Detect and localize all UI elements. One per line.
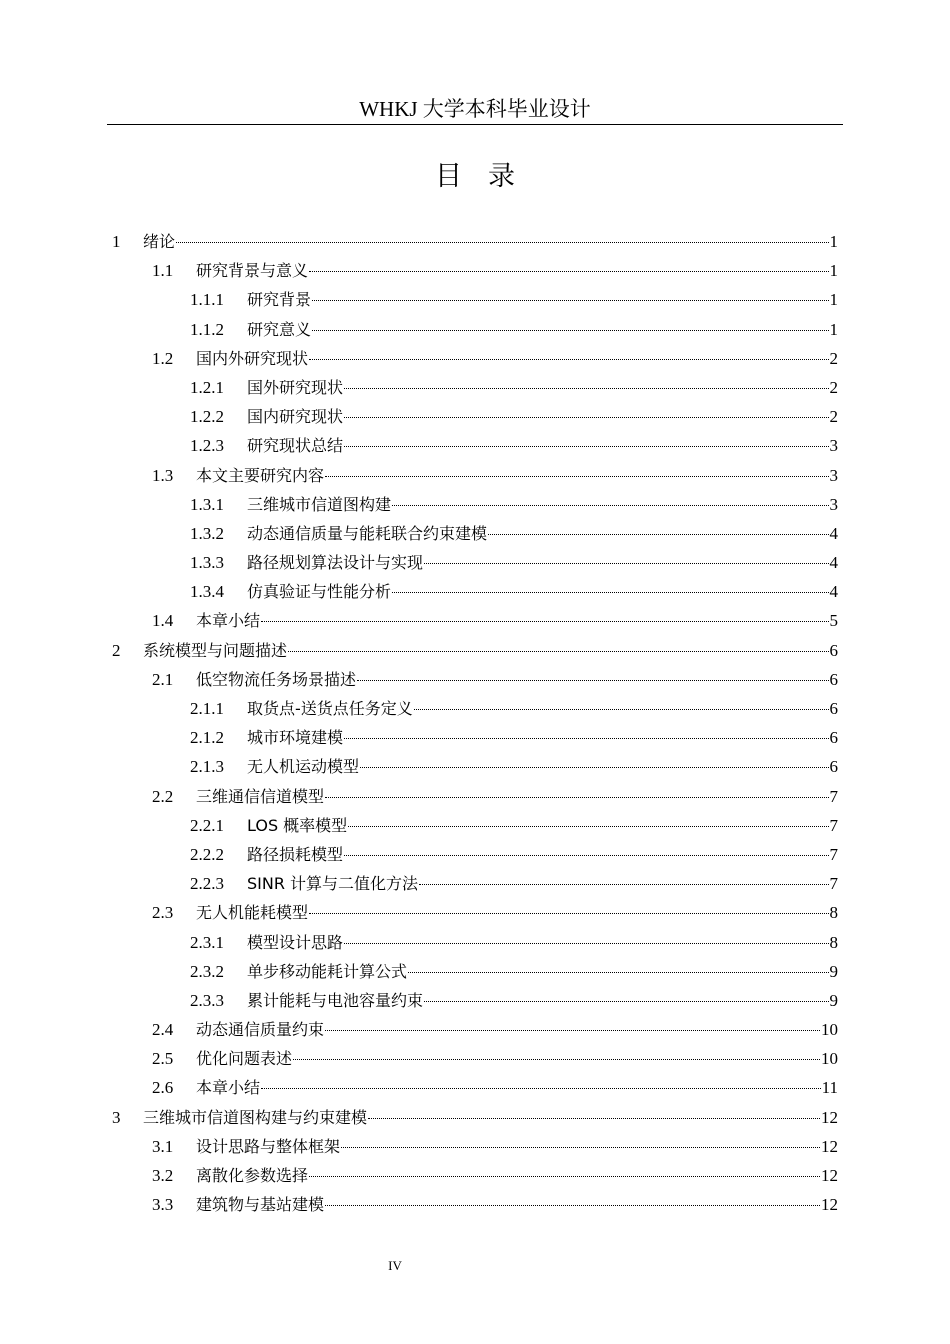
toc-dot-leader — [312, 330, 828, 331]
toc-entry[interactable] — [112, 317, 838, 346]
toc-entry-title: 动态通信质量与能耗联合约束建模 — [247, 523, 488, 543]
toc-dot-leader — [419, 884, 828, 885]
toc-entry[interactable] — [112, 988, 838, 1017]
toc-entry-number: 2.2.3 — [190, 874, 224, 894]
toc-dot-leader — [309, 359, 828, 360]
toc-entry-page: 9 — [829, 961, 838, 981]
toc-entry[interactable] — [112, 287, 838, 316]
toc-dot-leader — [309, 913, 828, 914]
toc-entry-title: 研究现状总结 — [247, 436, 344, 456]
toc-dot-leader — [261, 621, 828, 622]
toc-title: 目录 — [435, 161, 541, 192]
toc-entry-page: 6 — [829, 640, 838, 660]
toc-entry-number: 2.1.1 — [190, 699, 224, 718]
toc-entry-title: 国外研究现状 — [247, 377, 344, 397]
toc-entry-title: 无人机能耗模型 — [196, 903, 309, 923]
toc-entry-title: 动态通信质量约束 — [196, 1020, 325, 1040]
toc-entry-number: 3.2 — [152, 1166, 174, 1185]
toc-entry-title: 设计思路与整体框架 — [196, 1136, 341, 1156]
toc-dot-leader — [344, 446, 828, 447]
toc-entry-number: 1.2.2 — [190, 407, 224, 427]
toc-entry-page: 11 — [821, 1078, 838, 1098]
toc-entry-title: 三维城市信道图构建 — [247, 494, 392, 514]
toc-entry-page: 12 — [821, 1195, 838, 1215]
toc-dot-leader — [341, 1147, 820, 1148]
toc-entry-page: 7 — [829, 844, 838, 864]
toc-entry[interactable] — [112, 375, 838, 404]
toc-entry-page: 6 — [829, 669, 838, 689]
page-number: IV — [388, 1258, 402, 1273]
toc-entry-page: 2 — [829, 407, 838, 427]
toc-entry[interactable] — [112, 579, 838, 608]
toc-entry-page: 3 — [829, 465, 838, 485]
toc-dot-leader — [348, 826, 828, 827]
toc-entry[interactable] — [112, 521, 838, 550]
toc-dot-leader — [176, 242, 828, 243]
toc-entry[interactable] — [112, 959, 838, 988]
header-rule — [107, 124, 843, 125]
toc-entry[interactable] — [112, 1192, 838, 1221]
toc-dot-leader — [424, 563, 828, 564]
toc-list — [112, 229, 838, 1221]
toc-entry-number: 2.3.1 — [190, 932, 224, 952]
toc-entry-number: 3.1 — [152, 1136, 174, 1156]
toc-entry-page: 3 — [829, 436, 838, 456]
toc-entry-page: 1 — [829, 261, 838, 281]
toc-entry-page: 10 — [821, 1049, 838, 1069]
toc-entry[interactable] — [112, 667, 838, 696]
toc-entry-title: 研究背景与意义 — [196, 261, 309, 281]
toc-entry[interactable] — [112, 433, 838, 462]
toc-entry-number: 3.3 — [152, 1195, 174, 1215]
toc-entry-number: 2.6 — [152, 1078, 174, 1098]
toc-entry-page: 1 — [829, 290, 838, 310]
toc-entry-page: 4 — [829, 553, 838, 573]
toc-dot-leader — [392, 592, 828, 593]
toc-dot-leader — [312, 300, 828, 301]
toc-dot-leader — [309, 271, 828, 272]
toc-entry-number: 1.3.3 — [190, 553, 224, 573]
toc-entry[interactable] — [112, 608, 838, 637]
toc-entry-number: 2 — [112, 640, 121, 660]
toc-entry-title: SINR 计算与二值化方法 — [247, 874, 419, 894]
toc-entry-number: 1 — [112, 232, 121, 251]
toc-dot-leader — [408, 972, 828, 973]
toc-dot-leader — [414, 709, 829, 710]
toc-entry-page: 2 — [829, 348, 838, 368]
toc-entry[interactable] — [112, 842, 838, 871]
toc-entry-page: 6 — [829, 757, 838, 777]
toc-dot-leader — [344, 943, 828, 944]
toc-entry-title: 国内外研究现状 — [196, 348, 309, 368]
toc-dot-leader — [309, 1176, 820, 1177]
toc-entry-title: 模型设计思路 — [247, 932, 344, 952]
toc-entry[interactable] — [112, 346, 838, 375]
toc-entry[interactable] — [112, 754, 838, 783]
toc-entry-page: 4 — [829, 523, 838, 543]
toc-entry-number: 2.2.2 — [190, 844, 224, 864]
toc-entry[interactable] — [112, 258, 838, 287]
page-header-title: WHKJ 大学本科毕业设计 — [359, 97, 591, 121]
toc-entry-title: 系统模型与问题描述 — [143, 640, 288, 660]
toc-entry-title: 累计能耗与电池容量约束 — [247, 990, 424, 1010]
toc-entry-title: 研究意义 — [247, 319, 312, 339]
toc-entry-page: 8 — [829, 932, 838, 952]
toc-entry-number: 2.1 — [152, 669, 174, 689]
toc-entry-title: 本章小结 — [196, 1078, 261, 1098]
toc-entry-page: 1 — [829, 319, 838, 339]
toc-entry-number: 1.1.2 — [190, 319, 224, 339]
toc-entry-page: 3 — [829, 494, 838, 514]
toc-entry-title: 本文主要研究内容 — [196, 465, 325, 485]
toc-dot-leader — [288, 651, 828, 652]
toc-entry-title: 低空物流任务场景描述 — [196, 669, 357, 689]
toc-entry-number: 1.3 — [152, 465, 174, 485]
toc-dot-leader — [344, 855, 828, 856]
toc-entry-page: 7 — [829, 815, 838, 835]
toc-entry-number: 2.1.2 — [190, 728, 224, 748]
toc-entry-title: 城市环境建模 — [247, 728, 344, 748]
toc-entry-number: 2.3 — [152, 903, 174, 923]
toc-entry[interactable] — [112, 638, 838, 667]
toc-dot-leader — [325, 797, 828, 798]
toc-entry-title: 取货点-送货点任务定义 — [247, 699, 413, 718]
toc-dot-leader — [325, 476, 828, 477]
toc-entry-number: 1.2.3 — [190, 436, 224, 456]
toc-entry[interactable] — [112, 725, 838, 754]
toc-dot-leader — [368, 1118, 820, 1119]
toc-entry-page: 10 — [821, 1020, 838, 1040]
toc-entry-title: 优化问题表述 — [196, 1049, 293, 1069]
toc-entry[interactable] — [112, 1163, 838, 1192]
toc-entry-number: 1.1 — [152, 261, 174, 281]
toc-entry[interactable] — [112, 404, 838, 433]
toc-entry-title: LOS 概率模型 — [247, 815, 348, 835]
toc-entry-page: 6 — [829, 699, 838, 718]
toc-dot-leader — [488, 534, 828, 535]
toc-dot-leader — [357, 680, 828, 681]
toc-entry-title: 单步移动能耗计算公式 — [247, 961, 408, 981]
toc-entry-page: 12 — [821, 1166, 838, 1185]
toc-entry-title: 离散化参数选择 — [196, 1166, 309, 1185]
toc-entry[interactable] — [112, 550, 838, 579]
toc-dot-leader — [261, 1088, 821, 1089]
toc-entry-number: 2.2.1 — [190, 815, 224, 835]
toc-entry-page: 6 — [829, 728, 838, 748]
toc-dot-leader — [344, 738, 828, 739]
toc-dot-leader — [360, 767, 828, 768]
toc-entry-page: 7 — [829, 874, 838, 894]
toc-entry-title: 三维通信信道模型 — [196, 786, 325, 806]
toc-entry-number: 1.2 — [152, 348, 174, 368]
toc-entry[interactable] — [112, 900, 838, 929]
toc-dot-leader — [344, 417, 828, 418]
toc-entry-number: 1.1.1 — [190, 290, 224, 310]
toc-entry-title: 无人机运动模型 — [247, 757, 360, 777]
toc-entry-title: 国内研究现状 — [247, 407, 344, 427]
toc-entry-number: 2.1.3 — [190, 757, 224, 777]
toc-entry-number: 2.4 — [152, 1020, 174, 1040]
toc-dot-leader — [293, 1059, 820, 1060]
toc-entry[interactable] — [112, 696, 838, 725]
toc-dot-leader — [344, 388, 828, 389]
toc-entry-number: 2.2 — [152, 786, 174, 806]
toc-entry-title: 绪论 — [143, 232, 176, 251]
toc-entry-page: 4 — [829, 582, 838, 602]
toc-dot-leader — [325, 1205, 820, 1206]
toc-entry-page: 9 — [829, 990, 838, 1010]
toc-entry-title: 本章小结 — [196, 611, 261, 631]
toc-entry-title: 仿真验证与性能分析 — [247, 582, 392, 602]
toc-entry-number: 2.3.2 — [190, 961, 224, 981]
toc-entry-title: 路径规划算法设计与实现 — [247, 553, 424, 573]
toc-entry[interactable] — [112, 1075, 838, 1104]
toc-entry[interactable] — [112, 1017, 838, 1046]
toc-entry-number: 1.3.4 — [190, 582, 224, 602]
toc-entry-title: 研究背景 — [247, 290, 312, 310]
toc-entry-title: 建筑物与基站建模 — [196, 1195, 325, 1215]
toc-entry[interactable] — [112, 492, 838, 521]
toc-entry-page: 12 — [821, 1107, 838, 1127]
toc-dot-leader — [392, 505, 828, 506]
toc-entry[interactable] — [112, 784, 838, 813]
toc-entry[interactable] — [112, 1134, 838, 1163]
toc-entry-number: 1.3.1 — [190, 494, 224, 514]
toc-entry-page: 1 — [829, 232, 838, 251]
toc-entry-page: 5 — [829, 611, 838, 631]
toc-entry-title: 路径损耗模型 — [247, 844, 344, 864]
toc-entry[interactable] — [112, 1105, 838, 1134]
toc-entry[interactable] — [112, 229, 838, 258]
toc-entry-number: 2.3.3 — [190, 990, 224, 1010]
toc-entry-number: 3 — [112, 1107, 121, 1127]
toc-entry[interactable] — [112, 871, 838, 900]
toc-entry-number: 2.5 — [152, 1049, 174, 1069]
toc-entry-page: 8 — [829, 903, 838, 923]
toc-entry-number: 1.2.1 — [190, 377, 224, 397]
toc-entry[interactable] — [112, 1046, 838, 1075]
toc-entry[interactable] — [112, 930, 838, 959]
toc-dot-leader — [424, 1001, 828, 1002]
toc-entry-page: 2 — [829, 377, 838, 397]
toc-entry-page: 12 — [821, 1136, 838, 1156]
toc-entry[interactable] — [112, 813, 838, 842]
toc-dot-leader — [325, 1030, 820, 1031]
toc-entry-number: 1.4 — [152, 611, 174, 631]
toc-entry-title: 三维城市信道图构建与约束建模 — [143, 1107, 368, 1127]
toc-entry[interactable] — [112, 463, 838, 492]
toc-entry-page: 7 — [829, 786, 838, 806]
toc-entry-number: 1.3.2 — [190, 523, 224, 543]
